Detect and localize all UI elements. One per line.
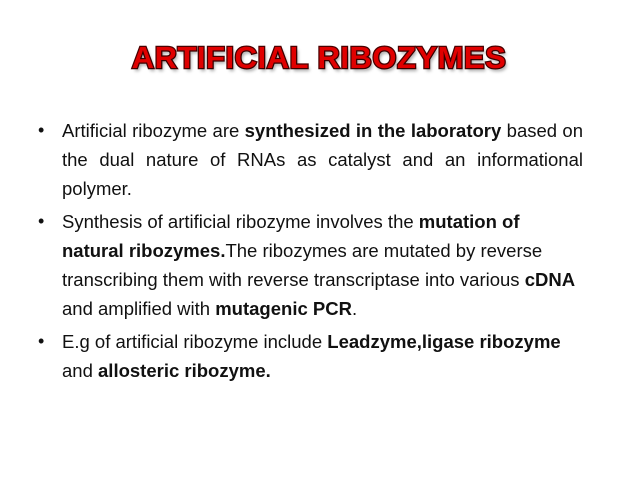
bullet-bold-text: mutation of natural ribozymes. <box>62 211 520 261</box>
bullet-text: and <box>62 360 99 381</box>
bullet-item <box>38 116 583 203</box>
bullet-bold-text: Leadzyme,ligase ribozyme <box>327 331 561 352</box>
bullet-text: . <box>351 298 358 319</box>
bullet-item <box>38 207 583 323</box>
bullet-dot-icon: • <box>38 211 45 231</box>
bullet-list <box>38 116 583 389</box>
bullet-dot-icon: • <box>38 120 45 140</box>
bullet-bold-text: mutagenic PCR <box>215 298 352 319</box>
bullet-text: based on the dual nature of RNAs as catalyst and an informational polymer. <box>62 120 584 199</box>
bullet-text: and amplified with <box>62 298 216 319</box>
bullet-bold-text: cDNA <box>524 269 576 290</box>
bullet-dot-icon: • <box>38 331 45 351</box>
bullet-bold-text: synthesized in the laboratory <box>244 120 502 141</box>
slide-title: ARTIFICIAL RIBOZYMES <box>131 40 507 75</box>
bullet-text: The ribozymes are mutated by reverse transcribing them with reverse transcriptase into various <box>62 240 543 290</box>
bullet-text: Artificial ribozyme are <box>62 120 245 141</box>
bullet-text: E.g of artificial ribozyme include <box>62 331 328 352</box>
bullet-item <box>38 327 583 385</box>
bullet-bold-text: allosteric ribozyme. <box>98 360 271 381</box>
bullet-text: Synthesis of artificial ribozyme involves the <box>62 211 419 232</box>
